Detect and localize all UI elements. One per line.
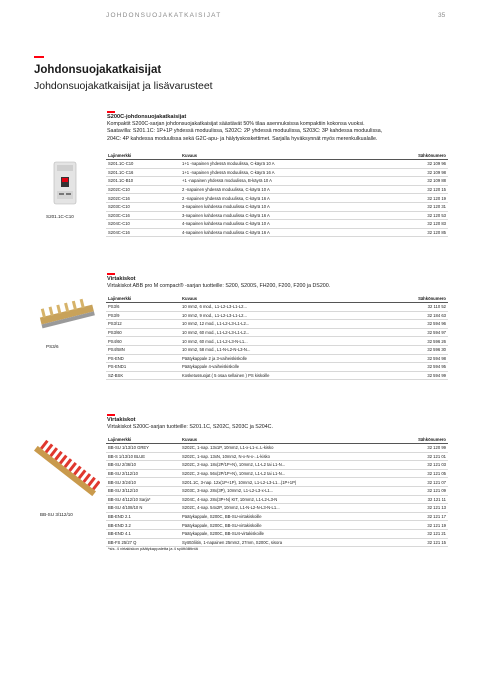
page-number: 35 bbox=[438, 12, 446, 19]
description: Päätykappale, S200C, BB-SU4-virtakiskoille bbox=[180, 529, 391, 538]
electrical-number: 32 594 98 bbox=[379, 354, 448, 363]
electrical-number: 32 594 99 bbox=[379, 371, 448, 380]
product-table-s200c bbox=[106, 152, 448, 237]
title-accent-dash bbox=[34, 56, 44, 58]
section-title: Virtakiskot bbox=[107, 276, 136, 282]
table-row bbox=[106, 486, 448, 495]
description: S202C, 4-nap. 54x2P, 10mm2, L1-N-L2-N-L3-N-L1... bbox=[180, 504, 391, 513]
electrical-number: 32 121 21 bbox=[391, 529, 448, 538]
table-row bbox=[106, 202, 448, 211]
table-row bbox=[106, 363, 448, 372]
busbar-image bbox=[38, 291, 96, 339]
description: 2 -napainen yhdessä moduulissa, C-käyrä 16 A bbox=[180, 194, 381, 203]
type-code: S201.1C-C16 bbox=[106, 168, 180, 177]
table-row bbox=[106, 320, 448, 329]
type-code: S202C-C16 bbox=[106, 194, 180, 203]
type-code: BB-SU 4/112/10 Sarja* bbox=[106, 495, 180, 504]
description: 10 mm2, 12 mod., L1-L2-L3-L1-L2... bbox=[180, 320, 379, 329]
table-header-row bbox=[106, 152, 448, 160]
type-code: S201.1C-C10 bbox=[106, 160, 180, 169]
description-line: Virtakiskot S200C-sarjan tuotteille: S201.1C, S202C, S203C ja S204C. bbox=[107, 424, 273, 430]
type-code: S202C-C10 bbox=[106, 185, 180, 194]
electrical-number: 32 121 19 bbox=[391, 521, 448, 530]
electrical-number: 32 120 15 bbox=[381, 185, 448, 194]
electrical-number: 32 121 01 bbox=[391, 452, 448, 461]
section-title: Virtakiskot bbox=[107, 417, 136, 423]
description: Päätykappale, S200C, BB-SU-virtakiskoille bbox=[180, 512, 391, 521]
type-code: PS-END bbox=[106, 354, 180, 363]
electrical-number: 32 121 05 bbox=[391, 469, 448, 478]
description: 3-napainen kahdessa moduulissa C-käyrä 16 A bbox=[180, 211, 381, 220]
table-header-row bbox=[106, 436, 448, 444]
type-code: BB-END 4.1 bbox=[106, 529, 180, 538]
description: S202C, 2-nap. 18x(2P/1P+N), 10mm2, L1-L2 tai L1-N... bbox=[180, 461, 391, 470]
type-code: BB-SU 4/108/10 N bbox=[106, 504, 180, 513]
table-row bbox=[106, 354, 448, 363]
type-code: S201.1C-B10 bbox=[106, 177, 180, 186]
section-description bbox=[107, 424, 447, 431]
description-line: Kompaktit S200C-sarjan johdonsuojakatkaisijat säästävät 50% tilaa asennuksissa kompaktiin kokonsa vuoksi. bbox=[107, 121, 365, 127]
table-row bbox=[106, 228, 448, 237]
type-code: BB-SU 2/36/10 bbox=[106, 461, 180, 470]
column-header: Lajinmerkki bbox=[106, 152, 180, 160]
column-header: Kuvaus bbox=[180, 152, 381, 160]
type-code: BB-S 1/13/10 BLUE bbox=[106, 452, 180, 461]
table-header-row bbox=[106, 295, 448, 303]
description-line: 204C: 4P kahdessa moduulissa sekä G2C-apu- ja hälytyskoskettimet. Sarjalla hyväksynnät myös merenkulkualalle. bbox=[107, 135, 378, 142]
section-description bbox=[107, 121, 447, 143]
type-code: BB-SU 3/24/10 bbox=[106, 478, 180, 487]
electrical-number: 32 121 13 bbox=[391, 504, 448, 513]
column-header: Sähkönumero bbox=[381, 152, 448, 160]
type-code: PS3/12 bbox=[106, 320, 180, 329]
electrical-number: 32 594 95 bbox=[379, 363, 448, 372]
table-footnote: *sis. 4 virtakiskon päätykappaletta ja 4 syöttöliitintä bbox=[108, 546, 198, 551]
table-row bbox=[106, 194, 448, 203]
type-code: BB-SU 3/112/10 bbox=[106, 486, 180, 495]
image-caption: S201.1C-C10 bbox=[46, 214, 74, 219]
description-line: Saatavilla: S201.1C: 1P+1P yhdessä moduulissa, S202C: 2P yhdessä moduulissa, S203C: 3P kahdessa moduulissa, bbox=[107, 128, 383, 135]
type-code: PS3/60 bbox=[106, 328, 180, 337]
description: 4-napainen kahdessa moduulissa C-käyrä 16 A bbox=[180, 228, 381, 237]
description: S202C, 1-nap. 13xN, 10mm2, N-x-N-x-..L-kisko bbox=[180, 452, 391, 461]
table-row bbox=[106, 337, 448, 346]
description: 10 mm2, 60 mod., L1-L2-L3-N-L1... bbox=[180, 337, 379, 346]
table-row bbox=[106, 469, 448, 478]
table-row bbox=[106, 452, 448, 461]
description: S204C, 4-nap. 28x(3P+N) KIT, 10mm2, L1-L2-L3-N bbox=[180, 495, 391, 504]
description: 4-napainen kahdessa moduulissa C-käyrä 10 A bbox=[180, 220, 381, 229]
type-code: S203C-C10 bbox=[106, 202, 180, 211]
table-row bbox=[106, 478, 448, 487]
description: 1+1 -napainen yhdessä moduulissa, C-käyrä 16 A bbox=[180, 168, 381, 177]
page-subtitle: Johdonsuojakatkaisijat ja lisävarusteet bbox=[34, 80, 213, 92]
electrical-number: 32 121 17 bbox=[391, 512, 448, 521]
image-caption: BB-SU 3/112/10 bbox=[40, 512, 73, 517]
description: 3-napainen kahdessa moduulissa C-käyrä 10 A bbox=[180, 202, 381, 211]
electrical-number: 32 121 09 bbox=[391, 486, 448, 495]
electrical-number: 32 110 52 bbox=[379, 303, 448, 312]
description: S201.1C, 3-nap. 12x(1P+1P), 10mm2, L1-L2-L3-L1...(1P+1P) bbox=[180, 478, 391, 487]
type-code: PS-END1 bbox=[106, 363, 180, 372]
type-code: SZ-BSK bbox=[106, 371, 180, 380]
type-code: BB-SU 2/112/10 bbox=[106, 469, 180, 478]
table-row bbox=[106, 303, 448, 312]
description: Päätykappale 2 ja 3-vaiheiskiskolle bbox=[180, 354, 379, 363]
electrical-number: 32 120 53 bbox=[381, 211, 448, 220]
description: 10 mm2, 9 mod., L1-L2-L3-L1-L2... bbox=[180, 311, 379, 320]
description: +1 -napainen yhdessä moduulissa, B-käyrä 10 A bbox=[180, 177, 381, 186]
electrical-number: 32 109 96 bbox=[381, 160, 448, 169]
type-code: PS3/9 bbox=[106, 311, 180, 320]
electrical-number: 32 120 19 bbox=[381, 194, 448, 203]
description: 10 mm2, 6 mod., L1-L2-L3-L1-L2... bbox=[180, 303, 379, 312]
page-title: Johdonsuojakatkaisijat bbox=[34, 64, 162, 76]
table-row bbox=[106, 345, 448, 354]
description: S203C, 3-nap. 28x(3P), 10mm2, L1-L2-L3-x-L1... bbox=[180, 486, 391, 495]
description-line: Virtakiskot ABB pro M compact® -sarjan tuotteille: S200, S200S, FH200, F200, F200 ja DS200. bbox=[107, 283, 331, 289]
page-header bbox=[0, 0, 480, 36]
table-row bbox=[106, 220, 448, 229]
electrical-number: 32 120 85 bbox=[381, 228, 448, 237]
electrical-number: 32 121 15 bbox=[391, 538, 448, 547]
type-code: PS4/60 bbox=[106, 337, 180, 346]
table-row bbox=[106, 177, 448, 186]
mcb-breaker-image bbox=[50, 160, 80, 206]
section-title: S200C-johdonsuojakatkaisijat bbox=[107, 114, 187, 120]
electrical-number: 32 594 97 bbox=[379, 328, 448, 337]
type-code: BB-SU 1/13/10 GREY bbox=[106, 444, 180, 453]
type-code: PS4/58N bbox=[106, 345, 180, 354]
table-row bbox=[106, 168, 448, 177]
description: S202C, 1-nap. 13x1P, 10mm2, L1-x-L1-x..L-kisko bbox=[180, 444, 391, 453]
column-header: Lajinmerkki bbox=[106, 295, 180, 303]
description: 1+1 -napainen yhdessä moduulissa, C-käyrä 10 A bbox=[180, 160, 381, 169]
electrical-number: 32 120 99 bbox=[391, 444, 448, 453]
table-row bbox=[106, 529, 448, 538]
type-code: S203C-C16 bbox=[106, 211, 180, 220]
column-header: Kuvaus bbox=[180, 295, 379, 303]
product-table-ps-busbars bbox=[106, 295, 448, 380]
table-row bbox=[106, 211, 448, 220]
type-code: BB-END 3.2 bbox=[106, 521, 180, 530]
description: 2 -napainen yhdessä moduulissa, C-käyrä 10 A bbox=[180, 185, 381, 194]
table-row bbox=[106, 444, 448, 453]
column-header: Sähkönumero bbox=[391, 436, 448, 444]
column-header: Kuvaus bbox=[180, 436, 391, 444]
type-code: PS3/6 bbox=[106, 303, 180, 312]
electrical-number: 32 184 63 bbox=[379, 311, 448, 320]
table-row bbox=[106, 521, 448, 530]
electrical-number: 32 121 11 bbox=[391, 495, 448, 504]
column-header: Sähkönumero bbox=[379, 295, 448, 303]
description: Kosketussuojat ( 5 osaa sellainen ) PS kiskoille bbox=[180, 371, 379, 380]
electrical-number: 32 120 31 bbox=[381, 202, 448, 211]
table-row bbox=[106, 371, 448, 380]
section-description bbox=[107, 283, 447, 290]
table-row bbox=[106, 311, 448, 320]
description: Päätykappale, S200C, BB-SU-virtakiskoille bbox=[180, 521, 391, 530]
image-caption: PS3/6 bbox=[46, 344, 59, 349]
table-row bbox=[106, 160, 448, 169]
table-row bbox=[106, 328, 448, 337]
electrical-number: 32 109 88 bbox=[381, 177, 448, 186]
description: S202C, 2-nap. 56x(2P/1P+N), 10mm2, L1-L2 tai L1-N... bbox=[180, 469, 391, 478]
table-row bbox=[106, 495, 448, 504]
column-header: Lajinmerkki bbox=[106, 436, 180, 444]
section-accent-dash bbox=[107, 273, 115, 275]
table-row bbox=[106, 504, 448, 513]
electrical-number: 32 109 98 bbox=[381, 168, 448, 177]
type-code: BB-FS 25/27 Q bbox=[106, 538, 180, 547]
electrical-number: 32 120 83 bbox=[381, 220, 448, 229]
product-table-bbsu-busbars bbox=[106, 436, 448, 547]
running-header-title: JOHDONSUOJAKATKAISIJAT bbox=[106, 12, 222, 19]
type-code: S204C-C10 bbox=[106, 220, 180, 229]
type-code: S204C-C16 bbox=[106, 228, 180, 237]
table-row bbox=[106, 512, 448, 521]
description: 10 mm2, 60 mod., L1-L2-L3-L1-L2... bbox=[180, 328, 379, 337]
electrical-number: 32 594 96 bbox=[379, 320, 448, 329]
description: 10 mm2, 58 mod., L1-N-L2-N-L3-N... bbox=[180, 345, 379, 354]
section-accent-dash bbox=[107, 414, 115, 416]
table-row bbox=[106, 185, 448, 194]
electrical-number: 32 596 26 bbox=[379, 337, 448, 346]
description: Päätykappale 4-vaiheiskiskolle bbox=[180, 363, 379, 372]
description: Syöttöliitin, 1-napainen 25mm2, 27mm, S200C, sisora bbox=[180, 538, 391, 547]
electrical-number: 32 596 30 bbox=[379, 345, 448, 354]
table-row bbox=[106, 461, 448, 470]
comb-busbar-image bbox=[30, 436, 100, 506]
electrical-number: 32 121 07 bbox=[391, 478, 448, 487]
section-accent-dash bbox=[107, 111, 115, 113]
type-code: BB-END 2.1 bbox=[106, 512, 180, 521]
electrical-number: 32 121 03 bbox=[391, 461, 448, 470]
